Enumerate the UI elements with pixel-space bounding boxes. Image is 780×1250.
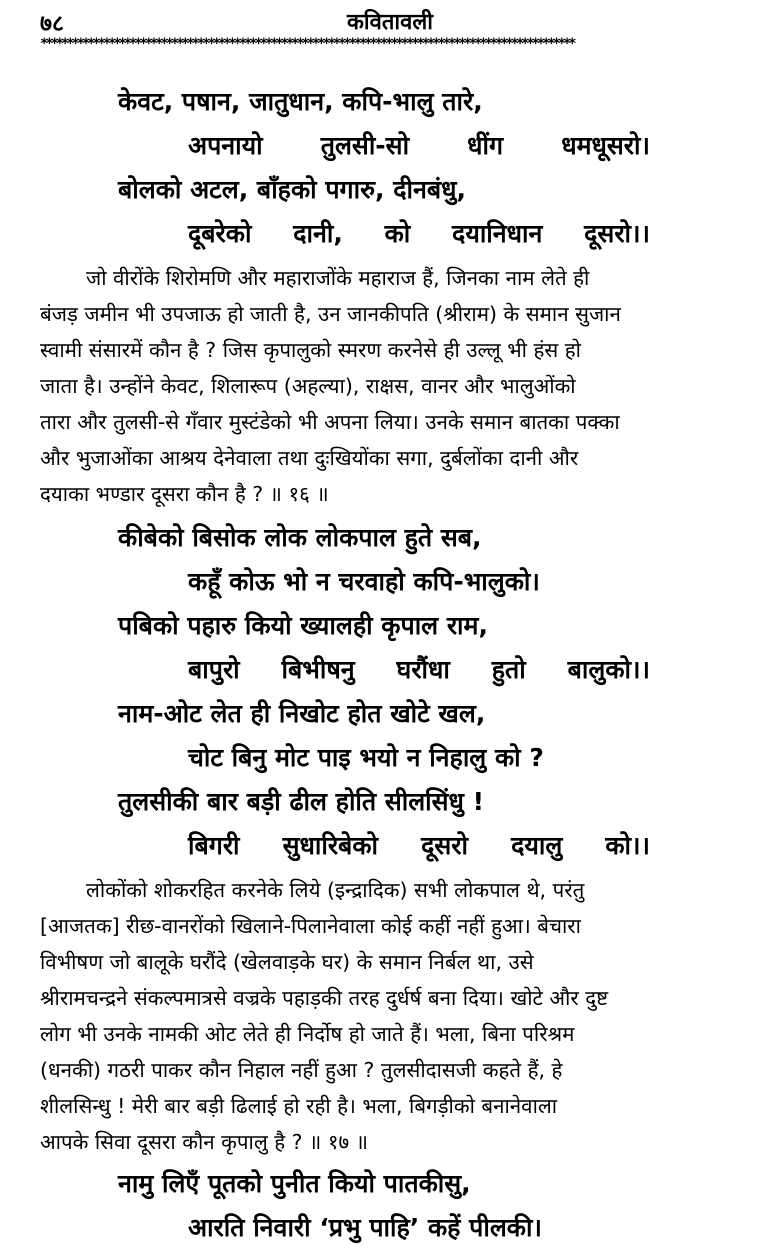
prose-line: जाता है। उन्होंने केवट, शिलारूप (अहल्या), राक्षस, वानर और भालुओंको (40, 374, 576, 398)
prose-line: तारा और तुलसी-से गँवार मुस्टंडेको भी अपना लिया। उनके समान बातका पक्का (40, 410, 620, 434)
verse-word: तुलसी-सो (320, 131, 410, 160)
verse-word: धमधूसरो। (561, 131, 650, 160)
verse-word: दयानिधान (452, 219, 543, 248)
page-content (40, 80, 740, 1250)
verse-word: दूसरो।। (584, 219, 650, 248)
verse-word: बिभीषनु (281, 655, 355, 684)
verse-line: नाम-ओट लेत ही निखोट होत खोटे खल, (118, 699, 486, 728)
verse-word: दानी, (293, 219, 343, 248)
verse-word: हुतो (491, 655, 526, 684)
prose-line: श्रीरामचन्द्रने संकल्पमात्रसे वज्रके पहाड़की तरह दुर्धर्ष बना दिया। खोटे और दुष्ट (40, 986, 609, 1010)
prose-line: दयाका भण्डार दूसरा कौन है ? ॥ १६ ॥ (40, 482, 329, 506)
prose-line: जो वीरोंके शिरोमणि और महाराजोंके महाराज हैं, जिनका नाम लेते ही (86, 266, 590, 290)
page-number: ७८ (40, 11, 64, 37)
verse-word: दूबरेको (188, 219, 252, 248)
verse-line: कीबेको बिसोक लोक लोकपाल हुते सब, (118, 523, 482, 552)
verse-word: घरौंधा (396, 655, 450, 684)
verse-word: दूसरो (421, 831, 468, 860)
header-divider: ****************************************************************************************************** (40, 36, 574, 52)
running-title: कवितावली (347, 10, 433, 35)
prose-line: स्वामी संसारमें कौन है ? जिस कृपालुको स्मरण करनेसे ही उल्लू भी हंस हो (40, 338, 581, 362)
verse-line: केवट, पषान, जातुधान, कपि-भालु तारे, (118, 87, 483, 116)
prose-line: (धनकी) गठरी पाकर कौन निहाल नहीं हुआ ? तुलसीदासजी कहते हैं, हे (40, 1058, 563, 1082)
prose-line: लोकोंको शोकरहित करनेके लिये (इन्द्रादिक) सभी लोकपाल थे, परंतु (86, 878, 585, 902)
verse-word: को।। (605, 831, 650, 860)
prose-line: लोग भी उनके नामकी ओट लेते ही निर्दोष हो जाते हैं। भला, बिना परिश्रम (40, 1022, 575, 1046)
verse-word: बिगरी (188, 831, 240, 860)
verse-16 (40, 80, 740, 256)
verse-line (40, 212, 650, 256)
verse-line: नामु लिएँ पूतको पुनीत कियो पातकीसु, (118, 1169, 471, 1198)
prose-line: और भुजाओंका आश्रय देनेवाला तथा दुःखियोंका सगा, दुर्बलोंका दानी और (40, 446, 579, 470)
prose-line: शीलसिन्धु ! मेरी बार बड़ी ढिलाई हो रही है। भला, बिगड़ीको बनानेवाला (40, 1094, 558, 1118)
verse-line: तुलसीकी बार बड़ी ढील होति सीलसिंधु ! (118, 787, 485, 816)
verse-line: बोलको अटल, बाँहको पगारु, दीनबंधु, (118, 175, 467, 204)
verse-line: कहूँ कोऊ भो न चरवाहो कपि-भालुको। (188, 567, 540, 596)
verse-word: सुधारिबेको (282, 831, 379, 860)
page-header (40, 6, 740, 36)
verse-line: आरति निवारी ‘प्रभु पाहि’ कहें पीलकी। (188, 1213, 542, 1242)
translation-16 (40, 260, 740, 512)
verse-word: धींग (467, 131, 504, 160)
verse-word: बालुको।। (567, 655, 650, 684)
verse-word: अपनायो (188, 131, 263, 160)
translation-17 (40, 872, 740, 1160)
verse-18 (40, 1162, 740, 1250)
verse-line: चोट बिनु मोट पाइ भयो न निहालु को ? (188, 743, 544, 772)
verse-line (40, 824, 650, 868)
verse-word: दयालु (511, 831, 563, 860)
verse-word: बापुरो (188, 655, 240, 684)
verse-line (40, 124, 650, 168)
verse-word: को (384, 219, 411, 248)
prose-line: बंजड़ जमीन भी उपजाऊ हो जाती है, उन जानकीपति (श्रीराम) के समान सुजान (40, 302, 621, 326)
prose-line: विभीषण जो बालूके घरौंदे (खेलवाड़के घर) के समान निर्बल था, उसे (40, 950, 534, 974)
verse-17 (40, 516, 740, 868)
verse-line (40, 648, 650, 692)
prose-line: [आजतक] रीछ-वानरोंको खिलाने-पिलानेवाला कोई कहीं नहीं हुआ। बेचारा (40, 914, 581, 938)
verse-line: पबिको पहारु कियो ख्यालही कृपाल राम, (118, 611, 488, 640)
prose-line: आपके सिवा दूसरा कौन कृपालु है ? ॥ १७ ॥ (40, 1130, 368, 1154)
